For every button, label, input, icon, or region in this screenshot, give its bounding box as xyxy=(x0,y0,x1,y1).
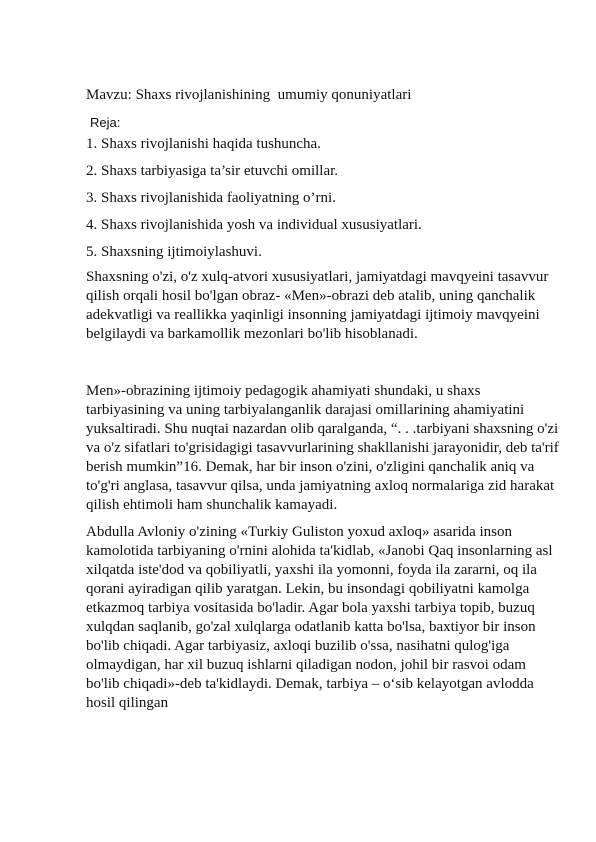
plan-item: 3. Shaxs rivojlanishida faoliyatning o’rni. xyxy=(86,190,336,206)
body-paragraph: Abdulla Avloniy o'zining «Turkiy Guliston yoxud axloq» asarida inson kamolotida tarbiyaning o'rnini alohida ta'kidlab, «Janobi Qaq insonlarning asl xilqatda iste'dod va qobiliyatli, yaxshi ila yomonni, foyda ila zararni, oq ila qorani ayiradigan qilib yaratgan. Lekin, bu insondagi qobiliyatni kamolga etkazmoq tarbiya vositasida bo'ladir. Agar bola yaxshi tarbiya topib, buzuq xulqdan saqlanib, go'zal xulqlarga odatlanib katta bo'lsa, baxtiyor bir inson bo'lib chiqadi. Agar tarbiyasiz, axloqi buzilib o'ssa, nasihatni qulog'iga olmaydigan, har xil buzuq ishlarni qiladigan nodon, johil bir rasvoi odam bo'lib chiqadi»-deb ta'kidlaydi. Demak, tarbiya – o‘sib kelayotgan avlodda hosil qilingan xyxy=(86,524,553,711)
plan-heading: Reja: xyxy=(90,115,121,130)
document-body xyxy=(86,86,562,713)
plan-list xyxy=(86,135,562,262)
document-title: Mavzu: Shaxs rivojlanishining umumiy qonuniyatlari xyxy=(86,87,412,103)
body-paragraph: Shaxsning o'zi, o'z xulq-atvori xususiyatlari, jamiyatdagi mavqyeini tasavvur qilish orqali hosil bo'lgan obraz- «Men»-obrazi deb atalib, uning qanchalik adekvatligi va reallikka yaqinligi insonning jamiyatdagi ijtimoiy mavqyeini belgilaydi va barkamollik mezonlari bo'lib hisoblanadi. xyxy=(86,269,549,342)
plan-item: 4. Shaxs rivojlanishida yosh va individual xususiyatlari. xyxy=(86,217,422,233)
body-paragraph: Men»-obrazining ijtimoiy pedagogik ahamiyati shundaki, u shaxs tarbiyasining va uning tarbiyalanganlik darajasi omillarining ahamiyatini yuksaltiradi. Shu nuqtai nazardan olib qaralganda, “. . .tarbiyani shaxsning o'zi va o'z sifatlari to'grisidagigi tasavvurlarining shakllanishi jarayonidir, deb ta'rif berish mumkin”16. Demak, har bir inson o'zini, o'zligini qanchalik aniq va to'g'ri anglasa, tasavvur qilsa, unda jamiyatning axloq normalariga zid harakat qilish ehtimoli ham shunchalik kamayadi. xyxy=(86,383,559,513)
plan-item: 1. Shaxs rivojlanishi haqida tushuncha. xyxy=(86,136,321,152)
plan-item: 2. Shaxs tarbiyasiga ta’sir etuvchi omillar. xyxy=(86,163,339,179)
plan-item: 5. Shaxsning ijtimoiylashuvi. xyxy=(86,244,262,260)
